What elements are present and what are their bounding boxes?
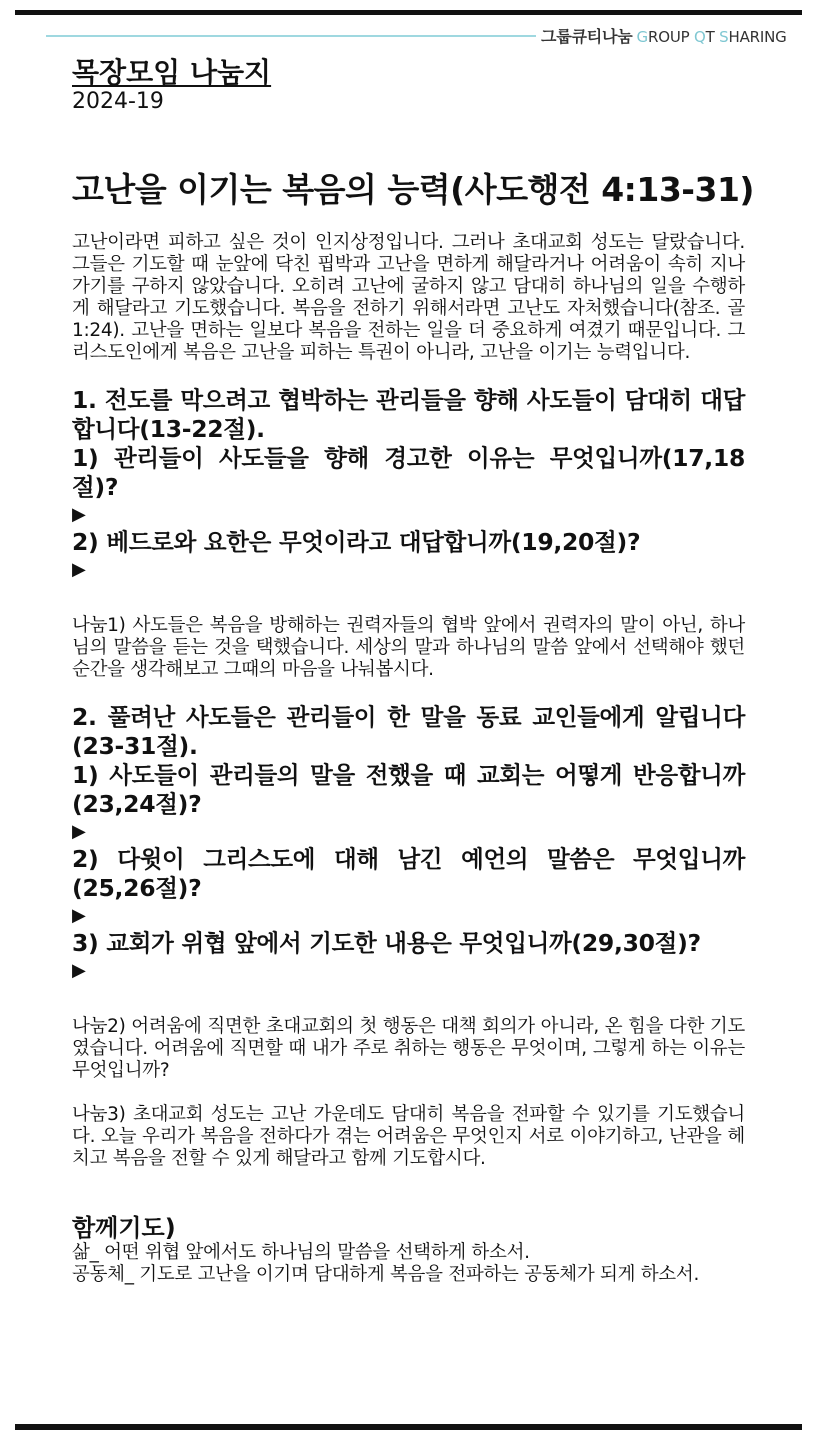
answer-arrow-icon: ▶ (72, 821, 86, 842)
section-2-heading: 2. 풀려난 사도들은 관리들이 한 말을 동료 교인들에게 알립니다(23-31절). (72, 703, 745, 760)
prayer-life: 삶_ 어떤 위협 앞에서도 하나님의 말씀을 선택하게 하소서. (72, 1242, 530, 1263)
answer-arrow-icon: ▶ (72, 559, 86, 580)
document-title: 목장모임 나눔지 (72, 56, 272, 89)
brand-logo (541, 24, 787, 47)
answer-arrow-icon: ▶ (72, 960, 86, 981)
share-2: 나눔2) 어려움에 직면한 초대교회의 첫 행동은 대책 회의가 아니라, 온 힘을 다한 기도였습니다. 어려움에 직면할 때 내가 주로 취하는 행동은 무엇이며, 그렇게 하는 이유는 무엇입니까? (72, 1016, 745, 1081)
brand-korean: 그룹큐티나눔 (541, 27, 633, 46)
section-1-question-1: 1) 관리들이 사도들을 향해 경고한 이유는 무엇입니까(17,18절)? (72, 444, 745, 501)
answer-arrow-icon: ▶ (72, 905, 86, 926)
document-body (72, 56, 754, 1286)
document-number: 2024-19 (72, 89, 164, 114)
sermon-title: 고난을 이기는 복음의 능력(사도행전 4:13-31) (72, 170, 754, 209)
answer-arrow-icon: ▶ (72, 504, 86, 525)
prayer-community: 공동체_ 기도로 고난을 이기며 담대하게 복음을 전파하는 공동체가 되게 하소서. (72, 1264, 700, 1285)
prayer-heading: 함께기도) (72, 1214, 176, 1242)
intro-paragraph: 고난이라면 피하고 싶은 것이 인지상정입니다. 그러나 초대교회 성도는 달랐습니다. 그들은 기도할 때 눈앞에 닥친 핍박과 고난을 면하게 해달라거나 어려움이 속히 지나가기를 구하지 않았습니다. 오히려 고난에 굴하지 않고 담대히 하나님의 일을 수행하게 해달라고 기도했습니다. 복음을 전하기 위해서라면 고난도 자처했습니다(참조. 골 1:24). 고난을 면하는 일보다 복음을 전하는 일을 더 중요하게 여겼기 때문입니다. 그리스도인에게 복음은 고난을 피하는 특권이 아니라, 고난을 이기는 능력입니다. (72, 232, 745, 363)
section-2-question-1: 1) 사도들이 관리들의 말을 전했을 때 교회는 어떻게 반응합니까(23,24절)? (72, 761, 745, 818)
header-accent-line (46, 35, 536, 37)
section-2-question-2: 2) 다윗이 그리스도에 대해 남긴 예언의 말씀은 무엇입니까(25,26절)? (72, 845, 745, 902)
section-1-question-2: 2) 베드로와 요한은 무엇이라고 대답합니까(19,20절)? (72, 528, 641, 556)
section-2-question-3: 3) 교회가 위협 앞에서 기도한 내용은 무엇입니까(29,30절)? (72, 929, 701, 957)
section-1 (72, 386, 745, 581)
brand-english: GROUP QT SHARING (636, 28, 787, 46)
share-3: 나눔3) 초대교회 성도는 고난 가운데도 담대히 복음을 전파할 수 있기를 기도했습니다. 오늘 우리가 복음을 전하다가 겪는 어려움은 무엇인지 서로 이야기하고, 난관을 헤치고 복음을 전할 수 있게 해달라고 함께 기도합시다. (72, 1104, 745, 1169)
top-rule (15, 10, 802, 15)
bottom-rule (15, 1424, 802, 1430)
section-2 (72, 703, 745, 982)
share-1: 나눔1) 사도들은 복음을 방해하는 권력자들의 협박 앞에서 권력자의 말이 아닌, 하나님의 말씀을 듣는 것을 택했습니다. 세상의 말과 하나님의 말씀 앞에서 선택해야 했던 순간을 생각해보고 그때의 마음을 나눠봅시다. (72, 615, 745, 680)
section-1-heading: 1. 전도를 막으려고 협박하는 관리들을 향해 사도들이 담대히 대답합니다(13-22절). (72, 386, 745, 443)
